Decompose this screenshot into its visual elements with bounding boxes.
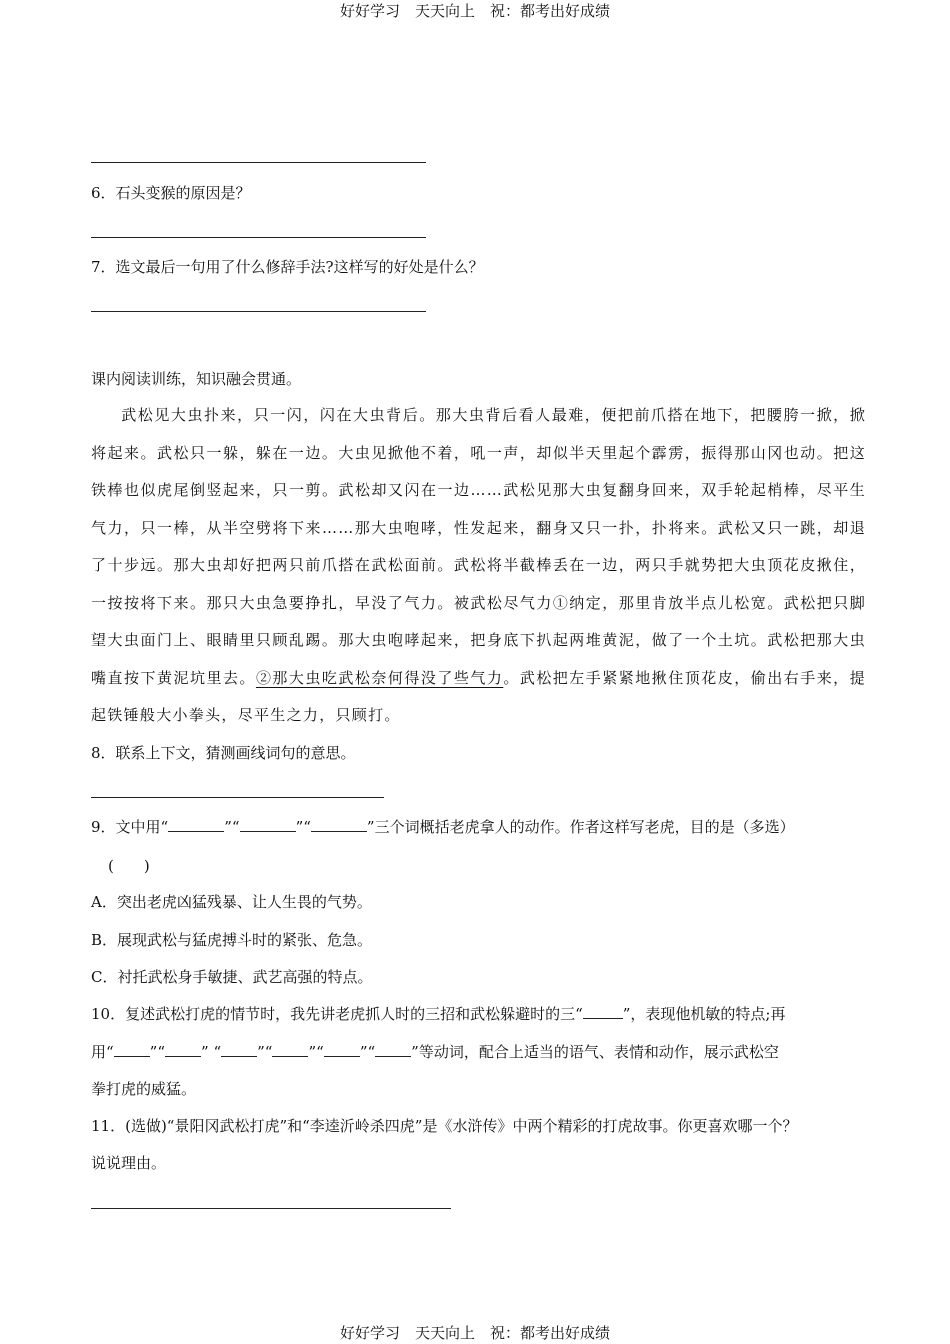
passage-text: 武松见大虫扑来，只一闪，闪在大虫背后。那大虫背后看人最难，便把前爪搭在地下，把腰胯一掀，掀将起来。武松只一躲，躲在一边。大虫见掀他不着，吼一声，却似半天里起个霹雳，振得那山冈也动。把这铁棒也似虎尾倒竖起来，只一剪。武松却又闪在一边……武松见那大虫复翻身回来，双手轮起梢棒，尽平生气力，只一棒，从半空劈将下来……那大虫咆哮，性发起来，翻身又只一扑，扑将来。武松又只一跳，却退了十步远。那大虫却好把两只前爪搭在武松面前。武松将半截棒丢在一边，两只手就势把大虫顶花皮揪住，一按按将下来。那只大虫急要挣扎，早没了气力。被武松尽气力①纳定，那里肯放半点儿松宽。武松把只脚望大虫面门上、眼睛里只顾乱踢。那大虫咆哮起来，把身底下扒起两堆黄泥，做了一个土坑。武松把那大虫嘴直按下黄泥坑里去。 [91, 406, 866, 687]
question-6: 6．石头变猴的原因是？ [91, 184, 251, 202]
page-footer: 好好学习 天天向上 祝：都考出好成绩 [339, 1324, 610, 1342]
question-10-line-3: 拳打虎的威猛。 [91, 1080, 197, 1098]
passage-text-end: 。武松把左手紧紧地揪住顶花皮，偷出右手来，提起铁锤般大小拳头，尽平生之力，只顾打。 [91, 668, 866, 724]
option-c[interactable]: C．衬托武松身手敏捷、武艺高强的特点。 [91, 968, 373, 986]
question-10-line-2: 用“ ”“ ” “ ”“ ”“ ”“ ”等动词，配合上适当的语气、表情和动作，展示武松空 [91, 1043, 779, 1061]
answer-parentheses[interactable]: ( ) [108, 857, 150, 875]
blank-q9-1[interactable] [168, 817, 224, 832]
answer-line-q7[interactable] [91, 311, 426, 312]
question-11-line-1: 11．(选做)“景阳冈武松打虎”和“李逵沂岭杀四虎”是《水浒传》中两个精彩的打虎故事。你更喜欢哪一个？ [91, 1117, 798, 1135]
answer-line-q8[interactable] [91, 797, 384, 798]
blank-q10-3[interactable] [165, 1042, 201, 1057]
blank-q10-1[interactable] [583, 1004, 623, 1019]
answer-line-q5[interactable] [91, 162, 426, 163]
page-header: 好好学习 天天向上 祝：都考出好成绩 [339, 2, 610, 20]
blank-q10-7[interactable] [375, 1042, 411, 1057]
question-10-line-1: 10．复述武松打虎的情节时，我先讲老虎抓人时的三招和武松躲避时的三“ ”，表现他机敏的特点;再 [91, 1005, 786, 1023]
answer-line-q11[interactable] [91, 1208, 451, 1209]
blank-q10-5[interactable] [272, 1042, 308, 1057]
blank-q10-6[interactable] [324, 1042, 360, 1057]
question-8: 8．联系上下文，猜测画线词句的意思。 [91, 744, 356, 762]
question-7: 7．选文最后一句用了什么修辞手法?这样写的好处是什么？ [91, 258, 484, 276]
question-9: 9．文中用“ ”“ ”“ ”三个词概括老虎拿人的动作。作者这样写老虎，目的是（多选） [91, 818, 795, 836]
blank-q9-3[interactable] [311, 817, 367, 832]
answer-line-q6[interactable] [91, 237, 426, 238]
underlined-sentence: ②那大虫吃武松奈何得没了些气力 [255, 668, 504, 687]
section-title: 课内阅读训练，知识融会贯通。 [91, 370, 302, 388]
blank-q9-2[interactable] [240, 817, 296, 832]
blank-q10-4[interactable] [221, 1042, 257, 1057]
blank-q10-2[interactable] [114, 1042, 150, 1057]
option-a[interactable]: A．突出老虎凶猛残暴、让人生畏的气势。 [91, 893, 372, 911]
question-11-line-2: 说说理由。 [91, 1154, 167, 1172]
option-b[interactable]: B．展现武松与猛虎搏斗时的紧张、危急。 [91, 931, 373, 949]
reading-passage [91, 397, 866, 735]
